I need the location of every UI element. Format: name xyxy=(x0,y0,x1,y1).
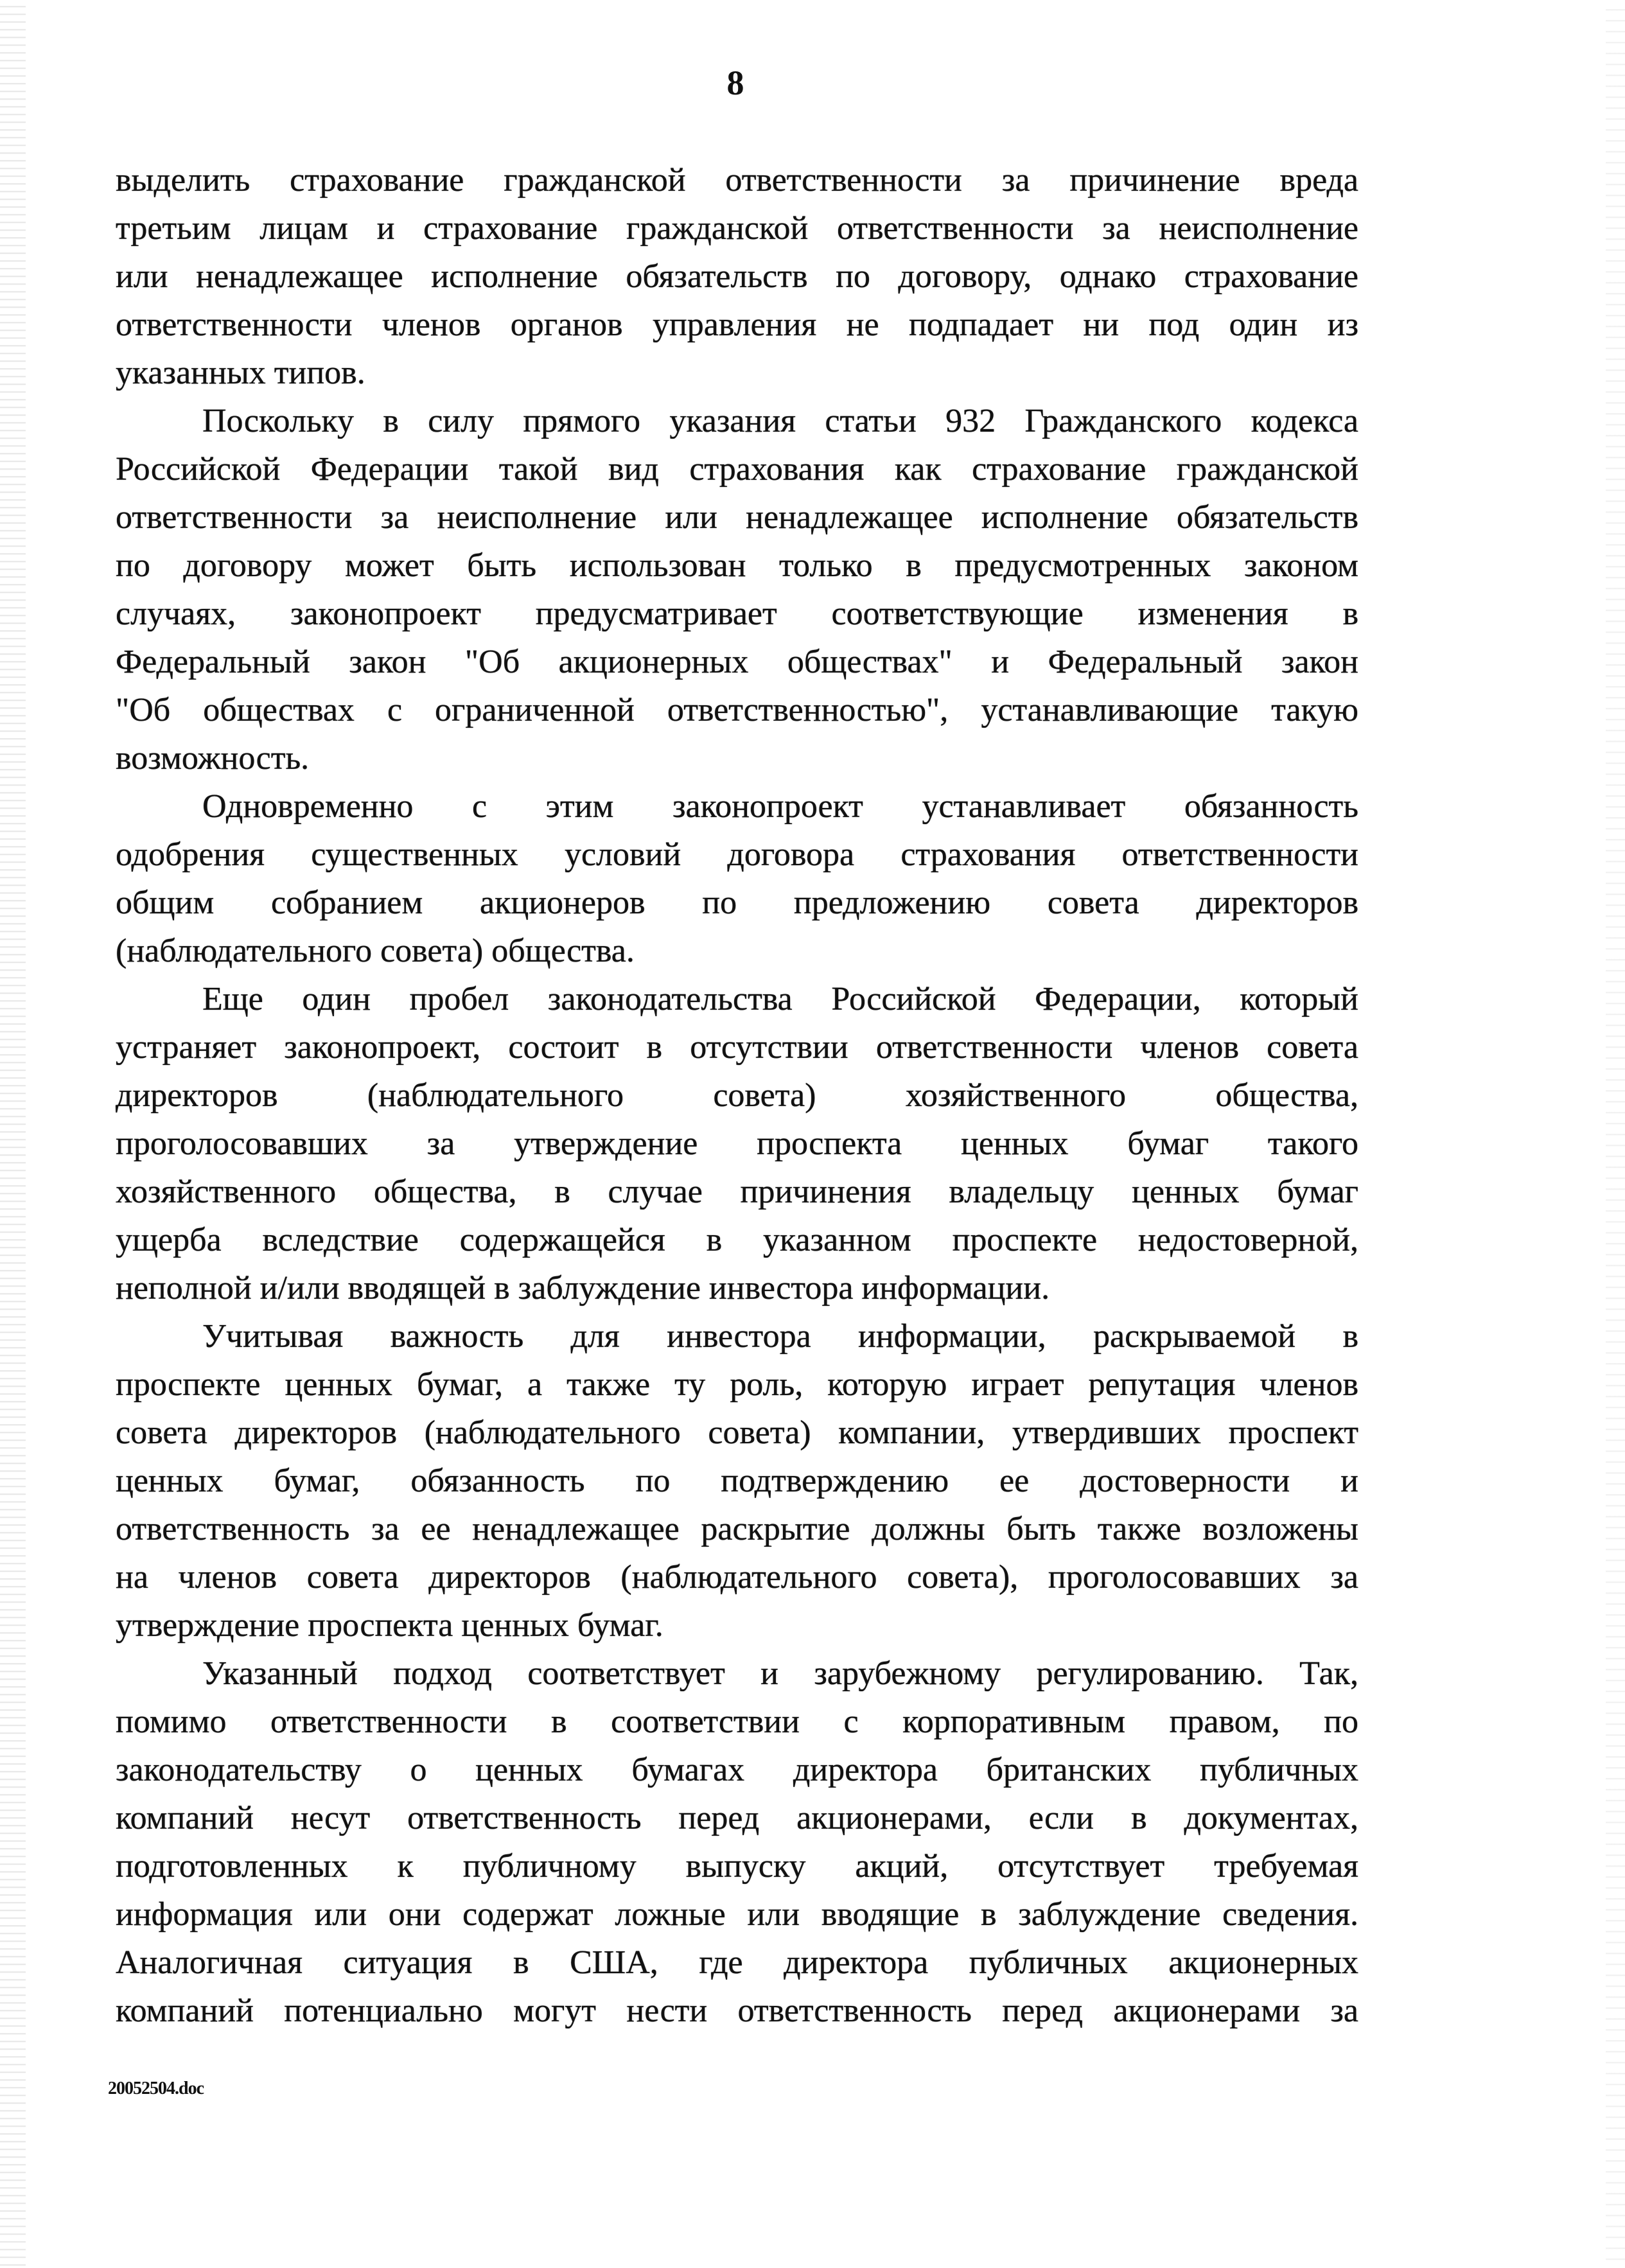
text-line: информация или они содержат ложные или вводящие в заблуждение сведения. xyxy=(116,1896,1358,1933)
text-line: неполной и/или вводящей в заблуждение инвестора информации. xyxy=(116,1270,1050,1306)
text-line: подготовленных к публичному выпуску акций, отсутствует требуемая xyxy=(116,1848,1358,1885)
text-line: указанных типов. xyxy=(116,355,365,391)
text-line: Федеральный закон "Об акционерных обществах" и Федеральный закон xyxy=(116,644,1358,680)
text-line: Учитывая важность для инвестора информации, раскрываемой в xyxy=(202,1318,1358,1355)
text-line: компаний потенциально могут нести ответственность перед акционерами за xyxy=(116,1992,1358,2029)
page-number: 8 xyxy=(726,64,744,102)
text-line: устраняет законопроект, состоит в отсутствии ответственности членов совета xyxy=(116,1029,1358,1066)
text-line: случаях, законопроект предусматривает соответствующие изменения в xyxy=(116,595,1358,632)
text-line: проголосовавших за утверждение проспекта ценных бумаг такого xyxy=(116,1125,1358,1162)
paragraph xyxy=(116,156,1358,397)
text-line: ответственность за ее ненадлежащее раскрытие должны быть также возложены xyxy=(116,1511,1358,1547)
text-line: (наблюдательного совета) общества. xyxy=(116,933,635,969)
text-line: Еще один пробел законодательства Российской Федерации, который xyxy=(202,981,1358,1017)
text-line: компаний несут ответственность перед акционерами, если в документах, xyxy=(116,1800,1358,1836)
text-line: директоров (наблюдательного совета) хозяйственного общества, xyxy=(116,1077,1358,1114)
text-line: законодательству о ценных бумагах директора британских публичных xyxy=(116,1752,1358,1788)
text-line: ценных бумаг, обязанность по подтверждению ее достоверности и xyxy=(116,1463,1358,1499)
text-line: Аналогичная ситуация в США, где директора публичных акционерных xyxy=(116,1944,1358,1981)
text-line: совета директоров (наблюдательного совета) компании, утвердивших проспект xyxy=(116,1414,1358,1451)
text-line: проспекте ценных бумаг, а также ту роль, которую играет репутация членов xyxy=(116,1366,1358,1403)
text-line: выделить страхование гражданской ответственности за причинение вреда xyxy=(116,162,1358,198)
footer-filename: 20052504.doc xyxy=(108,2079,204,2098)
scan-edge-right xyxy=(1606,0,1625,2268)
paragraph xyxy=(116,397,1358,782)
text-line: Поскольку в силу прямого указания статьи 932 Гражданского кодекса xyxy=(202,403,1358,439)
text-line: третьим лицам и страхование гражданской ответственности за неисполнение xyxy=(116,210,1358,247)
text-line: одобрения существенных условий договора страхования ответственности xyxy=(116,836,1358,873)
text-line: помимо ответственности в соответствии с корпоративным правом, по xyxy=(116,1703,1358,1740)
text-line: Указанный подход соответствует и зарубежному регулированию. Так, xyxy=(202,1655,1358,1692)
paragraph xyxy=(116,975,1358,1312)
text-line: на членов совета директоров (наблюдательного совета), проголосовавших за xyxy=(116,1559,1358,1596)
text-line: "Об обществах с ограниченной ответственностью", устанавливающие такую xyxy=(116,692,1358,728)
text-line: Российской Федерации такой вид страхования как страхование гражданской xyxy=(116,451,1358,488)
paragraph xyxy=(116,1312,1358,1649)
text-line: общим собранием акционеров по предложению совета директоров xyxy=(116,884,1358,921)
document-body xyxy=(116,156,1358,2035)
text-line: ущерба вследствие содержащейся в указанном проспекте недостоверной, xyxy=(116,1222,1358,1258)
text-line: по договору может быть использован только в предусмотренных законом xyxy=(116,547,1358,584)
text-line: возможность. xyxy=(116,740,310,777)
text-line: ответственности членов органов управления не подпадает ни под один из xyxy=(116,306,1358,343)
text-line: утверждение проспекта ценных бумаг. xyxy=(116,1607,663,1644)
text-line: Одновременно с этим законопроект устанавливает обязанность xyxy=(202,788,1358,825)
text-line: хозяйственного общества, в случае причинения владельцу ценных бумаг xyxy=(116,1174,1358,1210)
paragraph xyxy=(116,1649,1358,2035)
text-line: ответственности за неисполнение или ненадлежащее исполнение обязательств xyxy=(116,499,1358,536)
paragraph xyxy=(116,782,1358,975)
scan-edge-left xyxy=(0,0,26,2268)
text-line: или ненадлежащее исполнение обязательств по договору, однако страхование xyxy=(116,258,1358,295)
